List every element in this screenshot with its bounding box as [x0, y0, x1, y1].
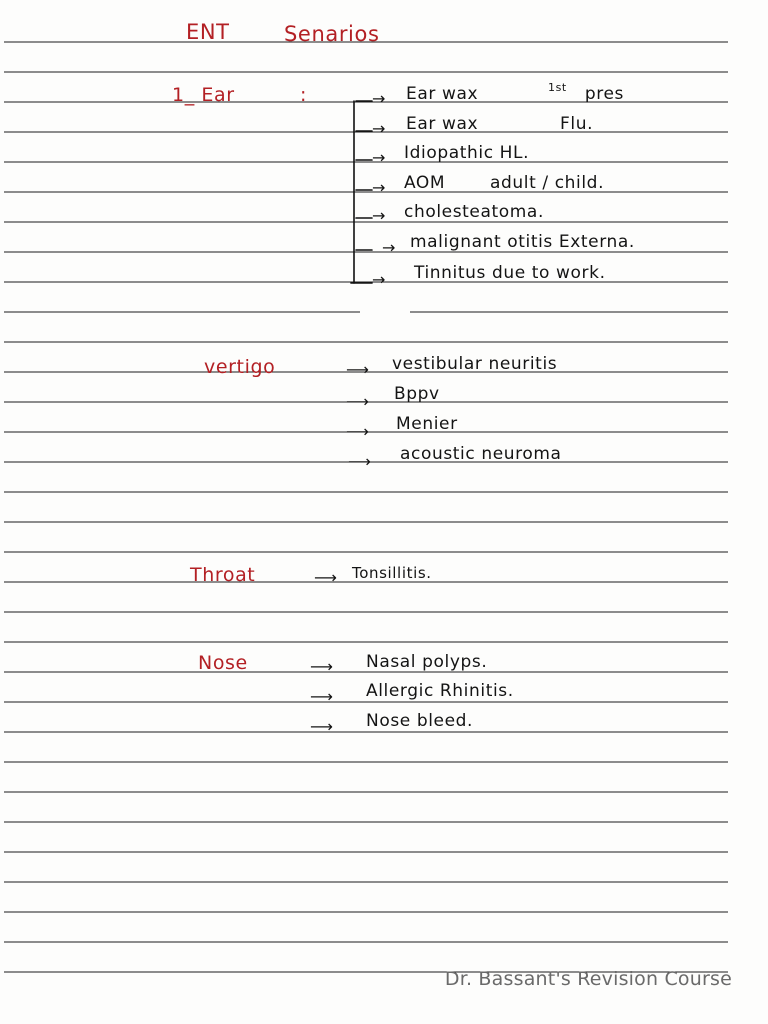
ear-item-2: Ear wax — [406, 114, 479, 134]
ear-item-2-note: Flu. — [560, 114, 594, 134]
ear-item-1-note — [548, 81, 624, 104]
ear-item-1-note-sup: 1st — [548, 81, 567, 94]
ear-item-1: Ear wax — [406, 84, 479, 104]
arrow-icon: ⟶ — [348, 452, 371, 471]
arrow-icon: ⟶ — [310, 687, 333, 706]
vertigo-item-3: Menier — [396, 414, 458, 434]
ear-item-6: malignant otitis Externa. — [410, 232, 635, 252]
arrow-icon: → — [372, 148, 386, 167]
nose-item-3: Nose bleed. — [366, 711, 474, 731]
page-title-word-1: ENT — [186, 20, 230, 44]
arrow-icon: → — [372, 270, 386, 289]
ear-item-5: cholesteatoma. — [404, 202, 544, 222]
vertigo-item-4: acoustic neuroma — [400, 444, 562, 464]
arrow-icon: → — [372, 178, 386, 197]
ear-item-7: Tinnitus due to work. — [414, 263, 606, 283]
section-label-ear: 1_ Ear — [172, 84, 235, 106]
section-label-nose: Nose — [198, 652, 248, 674]
arrow-icon: → — [372, 206, 386, 225]
ear-item-3: Idiopathic HL. — [404, 143, 530, 163]
arrow-icon: → — [382, 238, 396, 257]
arrow-icon: ⟶ — [310, 657, 333, 676]
ear-item-1-note-text: pres — [584, 84, 624, 104]
footer-credit: Dr. Bassant's Revision Course — [444, 968, 732, 990]
arrow-icon: → — [372, 89, 386, 108]
vertigo-item-1: vestibular neuritis — [392, 354, 558, 374]
ear-colon-marker: : — [300, 84, 308, 106]
page-title-word-2: Senarios — [284, 22, 380, 46]
vertigo-item-2: Bppv — [394, 384, 440, 404]
nose-item-1: Nasal polyps. — [366, 652, 488, 672]
arrow-icon: ⟶ — [346, 422, 369, 441]
ear-item-4: AOM — [404, 173, 446, 193]
ear-item-4-note: adult / child. — [490, 173, 605, 193]
arrow-icon: ⟶ — [314, 568, 337, 587]
section-label-throat: Throat — [190, 564, 256, 586]
throat-item-1: Tonsillitis. — [352, 564, 432, 582]
arrow-icon: ⟶ — [310, 717, 333, 736]
nose-item-2: Allergic Rhinitis. — [366, 681, 514, 701]
arrow-icon: → — [372, 119, 386, 138]
arrow-icon: ⟶ — [346, 360, 369, 379]
section-label-vertigo: vertigo — [204, 356, 276, 378]
arrow-icon: ⟶ — [346, 392, 369, 411]
